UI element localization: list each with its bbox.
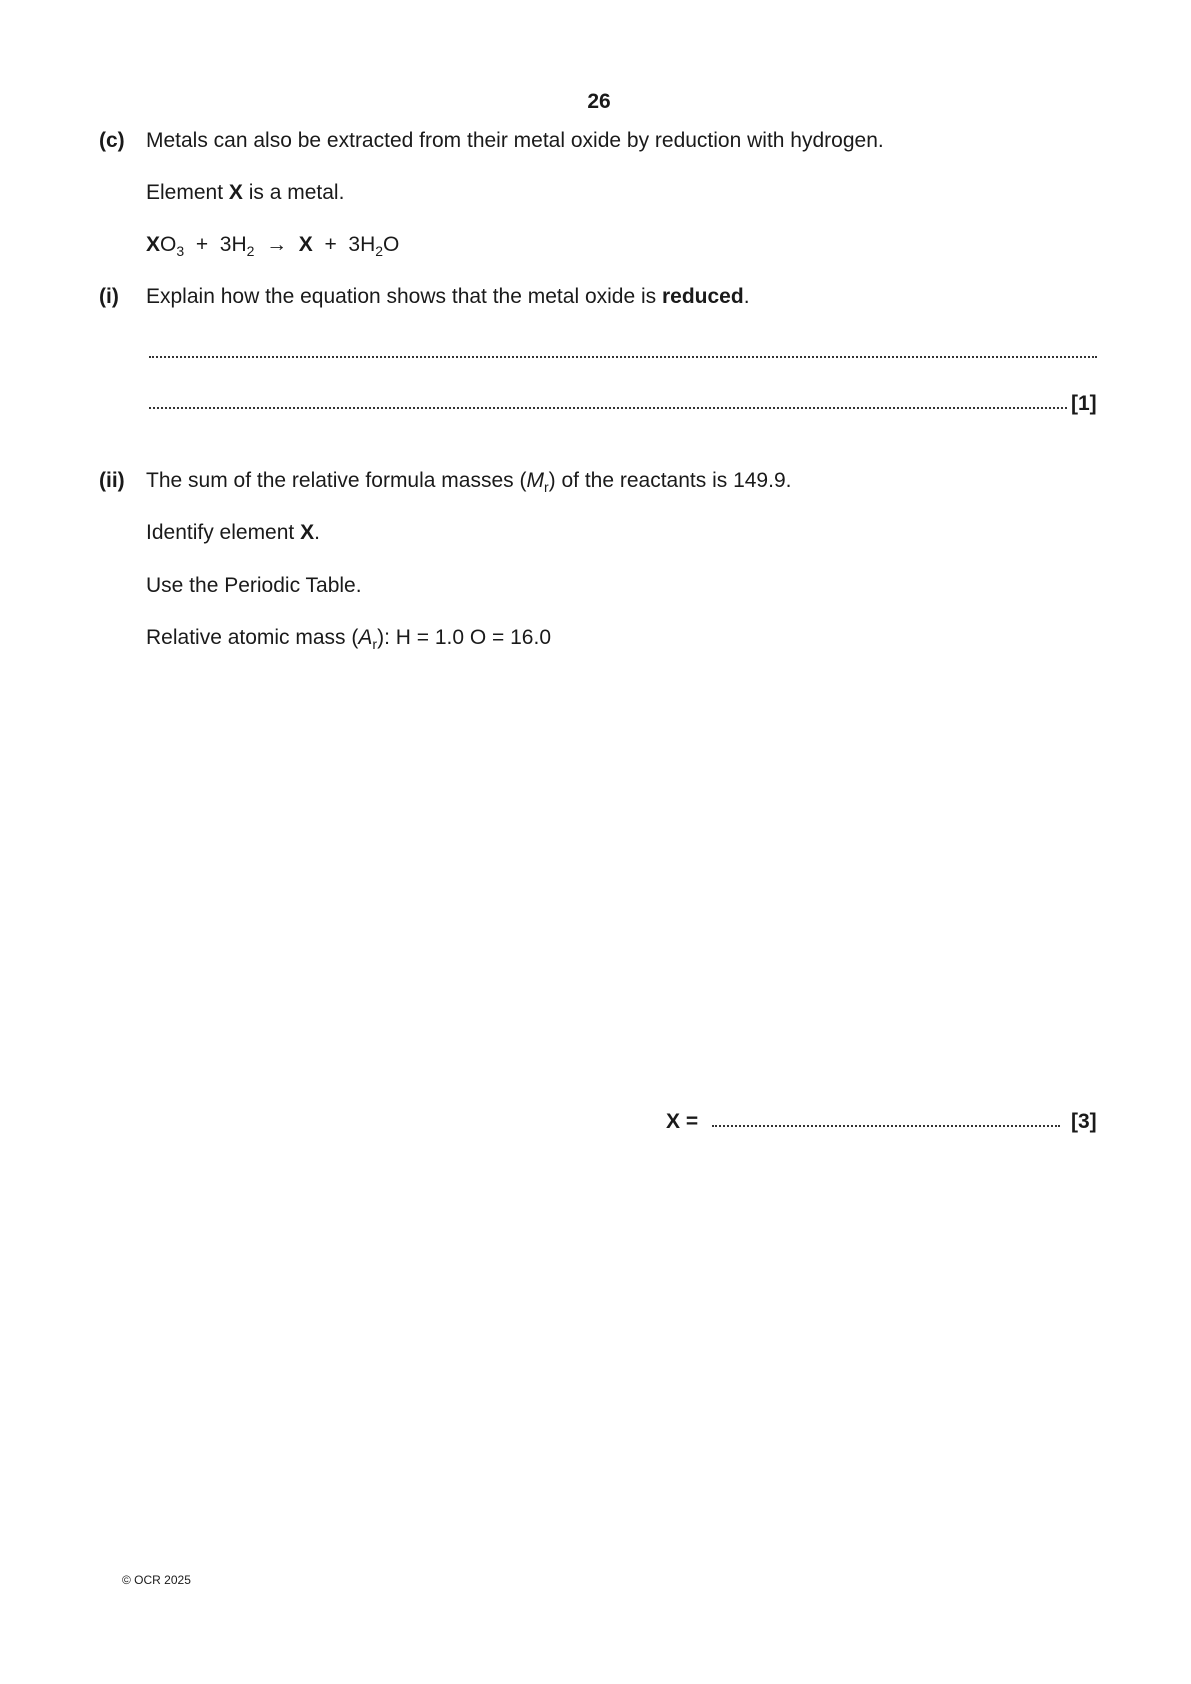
text: is a metal.	[242, 181, 345, 204]
eq-r2: 3H	[219, 233, 247, 256]
part-ii-label: (ii)	[99, 469, 125, 492]
eq-r1-sub: 3	[176, 243, 185, 259]
eq-plus: +	[324, 233, 337, 256]
text: .	[743, 285, 750, 308]
part-ii-marks: [3]	[1071, 1110, 1097, 1133]
italic-a: A	[358, 626, 373, 649]
part-i-question	[146, 285, 750, 309]
eq-p2-sub: 2	[375, 243, 384, 259]
italic-m: M	[526, 469, 544, 492]
text: Explain how the equation shows that the metal oxide is	[146, 285, 662, 308]
eq-r2-sub: 2	[246, 243, 255, 259]
text: Identify element	[146, 521, 301, 544]
eq-plus: +	[195, 233, 209, 256]
answer-line-1[interactable]	[149, 356, 1097, 358]
bold-x: X	[300, 521, 315, 544]
answer-x-field[interactable]	[712, 1125, 1060, 1127]
text: ) of the reactants is 149.9.	[548, 469, 792, 492]
part-c-intro: Metals can also be extracted from their metal oxide by reduction with hydrogen.	[146, 129, 884, 152]
eq-p2: 3H	[348, 233, 376, 256]
part-ii-line3: Use the Periodic Table.	[146, 574, 362, 597]
part-ii-line1	[146, 469, 791, 493]
text: .	[314, 521, 320, 544]
sub-r: r	[372, 636, 378, 652]
chemical-equation	[146, 233, 399, 257]
sub-r: r	[543, 479, 549, 495]
answer-line-2[interactable]	[149, 407, 1067, 409]
answer-x-label: X =	[666, 1110, 699, 1133]
page-number: 26	[587, 90, 611, 113]
text: ): H = 1.0 O = 16.0	[377, 626, 552, 649]
eq-p2-end: O	[383, 233, 400, 256]
part-i-label: (i)	[99, 285, 119, 308]
eq-p1: X	[298, 233, 313, 256]
element-statement	[146, 181, 344, 205]
text: Relative atomic mass (	[146, 626, 359, 649]
part-ii-line4	[146, 626, 551, 650]
text: The sum of the relative formula masses (	[146, 469, 527, 492]
bold-word: reduced	[661, 285, 744, 308]
element-symbol: X	[228, 181, 243, 204]
part-ii-line2	[146, 521, 320, 545]
part-i-marks: [1]	[1071, 392, 1097, 415]
eq-r1: O	[160, 233, 177, 256]
text: Element	[146, 181, 229, 204]
part-c-label: (c)	[99, 129, 125, 152]
arrow-icon: →	[266, 233, 288, 256]
eq-x: X	[146, 233, 161, 256]
footer-copyright: © OCR 2025	[122, 1573, 191, 1587]
